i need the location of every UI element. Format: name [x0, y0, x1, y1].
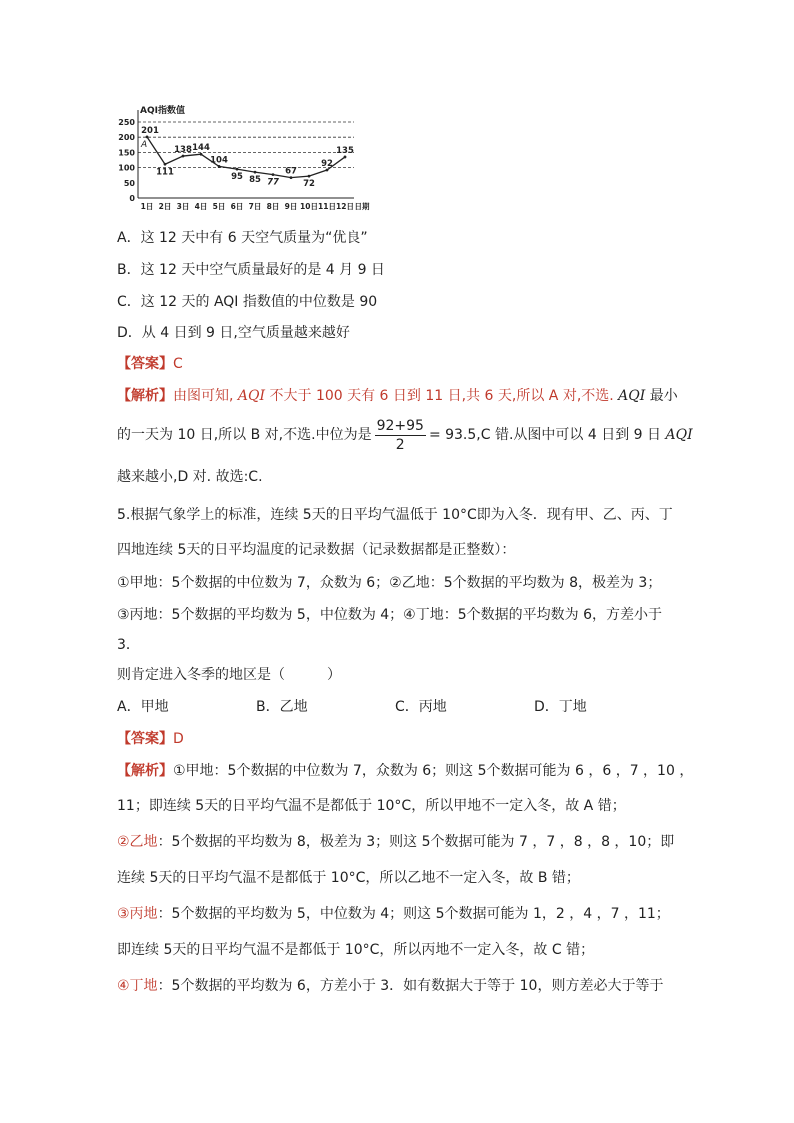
- fraction-numerator: 92+95: [376, 417, 424, 434]
- q4-analysis-line2: [117, 415, 693, 455]
- aqi-symbol: AQI: [665, 427, 693, 443]
- aqi-symbol: AQI: [237, 388, 266, 404]
- x-tick-label: 6日: [230, 202, 244, 211]
- data-point: [236, 168, 239, 171]
- q5-analysis-text: ：5个数据的平均数为 8，极差为 3；则这 5个数据可能为 7 ，7 ，8 ，8 ，10；即: [157, 834, 675, 850]
- x-tick-label: 1日: [140, 202, 154, 211]
- data-label: 72: [303, 179, 315, 190]
- y-tick-label: 0: [129, 194, 135, 203]
- q5-analysis-line4: 连续 5天的日平均气温不是都低于 10°C，所以乙地不一定入冬，故 B 错；: [117, 870, 580, 886]
- q4-answer-value: C: [173, 356, 183, 372]
- data-label: 144: [192, 143, 210, 154]
- data-label: 95: [231, 172, 243, 183]
- q4-analysis-text: 不大于: [269, 388, 312, 404]
- q5-condition-line2: ③丙地：5个数据的平均数为 5，中位数为 4；④丁地：5个数据的平均数为 6，方差小于: [117, 607, 662, 623]
- data-point: [290, 176, 293, 179]
- q4-analysis-tag: 【解析】: [117, 388, 173, 404]
- q5-condition-line1: ①甲地：5个数据的中位数为 7，众数为 6；②乙地：5个数据的平均数为 8，极差为 3；: [117, 575, 662, 591]
- q5-case-tag: ④丁地: [117, 978, 158, 994]
- data-point: [344, 156, 347, 159]
- x-tick-label: 8日: [266, 202, 280, 211]
- q5-analysis-line3: [117, 832, 674, 852]
- q5-analysis-line5: [117, 904, 670, 924]
- x-tick-label: 9日: [284, 202, 298, 211]
- q5-option-b: B．乙地: [256, 699, 308, 715]
- data-label: 104: [210, 155, 228, 166]
- q4-option-c: C．这 12 天的 AQI 指数值的中位数是 90: [117, 294, 378, 310]
- q5-case-tag: ②乙地: [117, 834, 158, 850]
- q4-analysis-line3: 越来越小,D 对. 故选:C.: [117, 469, 263, 485]
- data-point: [254, 171, 257, 174]
- data-point: [326, 169, 329, 172]
- q4-analysis-text: 最小: [649, 388, 678, 404]
- q5-analysis-line7: [117, 976, 663, 996]
- q4-analysis-text: 100 天有 6 日到 11 日,共 6 天,所以 A 对,不选.: [315, 388, 614, 404]
- fraction-denominator: 2: [395, 436, 405, 453]
- point-a-label: A: [141, 140, 148, 150]
- data-point: [146, 135, 149, 138]
- y-tick-label: 200: [118, 133, 135, 143]
- x-tick-label: 10日: [300, 202, 318, 211]
- data-point: [272, 173, 275, 176]
- q4-analysis-text: 的一天为 10 日,所以 B 对,不选.中位为是: [117, 427, 372, 443]
- data-label: 135: [336, 145, 354, 156]
- data-label: 92: [321, 159, 333, 170]
- q4-option-d: D．从 4 日到 9 日,空气质量越来越好: [117, 325, 350, 341]
- data-label: 111: [156, 167, 174, 178]
- data-label: 138: [174, 145, 192, 156]
- data-point: [308, 175, 311, 178]
- y-tick-label: 100: [118, 163, 135, 173]
- y-tick-label: 50: [123, 178, 135, 188]
- data-label: 77: [267, 177, 279, 188]
- q5-stem-line1: 5.根据气象学上的标准，连续 5天的日平均气温低于 10°C即为入冬．现有甲、乙、丙、丁: [117, 507, 673, 523]
- q4-option-a: A．这 12 天中有 6 天空气质量为“优良”: [117, 230, 368, 246]
- q5-analysis-text: ：5个数据的平均数为 5，中位数为 4；则这 5个数据可能为 1，2 ，4 ，7 ，11；: [157, 906, 670, 922]
- q5-case-tag: ③丙地: [117, 906, 158, 922]
- q5-options: [117, 697, 587, 717]
- x-tick-label: 5日: [212, 202, 226, 211]
- q4-option-b: B．这 12 天中空气质量最好的是 4 月 9 日: [117, 262, 385, 278]
- q5-stem-line2: 四地连续 5天的日平均温度的记录数据（记录数据都是正整数）：: [117, 542, 516, 558]
- q5-answer: [117, 729, 184, 749]
- aqi-series-line: [147, 137, 345, 178]
- x-tick-label: 12日: [336, 202, 354, 211]
- y-tick-label: 250: [118, 118, 135, 127]
- q4-answer-tag: 【答案】: [117, 356, 173, 372]
- data-point: [218, 165, 221, 168]
- q4-analysis-line1: [117, 386, 678, 406]
- q5-option-a: A．甲地: [117, 699, 169, 715]
- x-tick-label: 4日: [194, 202, 208, 211]
- x-tick-label: 2日: [158, 202, 172, 211]
- data-point: [164, 163, 167, 166]
- q4-analysis-text: C 错.从图中可以 4 日到 9 日: [480, 427, 662, 443]
- x-tick-label: 3日: [176, 202, 190, 211]
- data-label: 85: [249, 175, 261, 186]
- q5-analysis-line2: 11；即连续 5天的日平均气温不是都低于 10°C，所以甲地不一定入冬，故 A 错；: [117, 798, 626, 814]
- y-tick-label: 150: [118, 148, 135, 158]
- chart-title: AQI指数值: [140, 106, 185, 116]
- data-label: 201: [141, 125, 159, 136]
- q5-option-d: D．丁地: [534, 699, 587, 715]
- q4-analysis-text: = 93.5,: [428, 427, 481, 443]
- q5-answer-tag: 【答案】: [117, 731, 173, 747]
- aqi-line-chart: [114, 104, 370, 216]
- data-point: [182, 155, 185, 158]
- q5-analysis-text: ①甲地：5个数据的中位数为 7，众数为 6；则这 5个数据可能为 6 ，6 ，7 ，10 ，: [173, 763, 694, 779]
- data-point: [200, 153, 203, 156]
- q5-option-c: C．丙地: [395, 699, 447, 715]
- median-fraction: [375, 417, 426, 454]
- q5-analysis-line6: 即连续 5天的日平均气温不是都低于 10°C，所以丙地不一定入冬，故 C 错；: [117, 942, 595, 958]
- x-tick-label: 11日: [318, 202, 336, 211]
- q5-analysis-tag: 【解析】: [117, 763, 173, 779]
- q5-analysis-text: ：5个数据的平均数为 6，方差小于 3．如有数据大于等于 10，则方差必大于等于: [157, 978, 664, 994]
- q5-analysis-line1: [117, 761, 693, 781]
- aqi-symbol: AQI: [618, 388, 646, 404]
- x-tick-label: 7日: [248, 202, 262, 211]
- q5-answer-value: D: [173, 731, 184, 747]
- data-label: 67: [285, 166, 297, 177]
- x-axis-label: 日期: [354, 202, 370, 211]
- q5-question: 则肯定进入冬季的地区是（ ）: [117, 667, 341, 683]
- q4-answer: [117, 354, 183, 374]
- q4-analysis-text: 由图可知,: [173, 388, 234, 404]
- q5-condition-line3: 3．: [117, 637, 140, 653]
